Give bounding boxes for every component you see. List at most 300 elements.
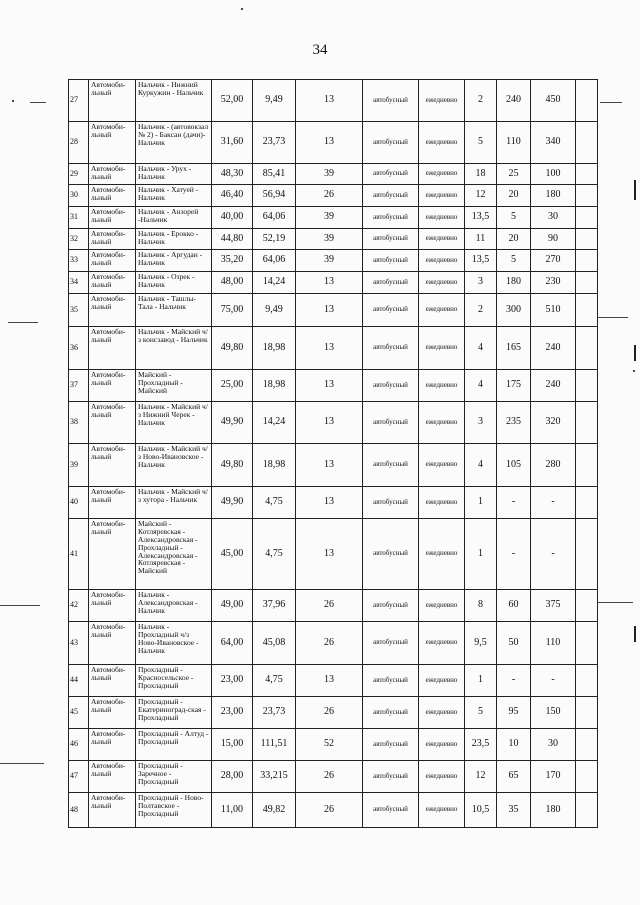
route-name-cell: Нальчик - Анзорей -Нальчик <box>136 207 212 229</box>
route-name-cell: Нальчик - Урух - Нальчик <box>136 164 212 185</box>
value-c-cell: 230 <box>531 272 576 294</box>
row-number-cell: 46 <box>69 729 89 761</box>
value-a-cell: 12 <box>465 185 497 207</box>
route-length-cell: 35,20 <box>212 250 253 272</box>
scan-mark <box>634 345 636 361</box>
value-b-cell: 35 <box>497 793 531 828</box>
scan-mark <box>12 100 14 102</box>
table-row <box>69 519 598 590</box>
row-number-cell: 32 <box>69 229 89 250</box>
empty-cell <box>576 185 598 207</box>
value-b-cell: 235 <box>497 402 531 444</box>
row-number-cell: 30 <box>69 185 89 207</box>
transport-type-cell: Автомоби-льный <box>89 402 136 444</box>
table-row <box>69 622 598 665</box>
trips-count-cell: 39 <box>296 207 363 229</box>
value-c-cell: 450 <box>531 80 576 122</box>
daily-distance-cell: 37,96 <box>253 590 296 622</box>
route-name-cell: Нальчик - Озрек - Нальчик <box>136 272 212 294</box>
empty-cell <box>576 590 598 622</box>
route-name-cell: Прохладный - Ново-Полтавское - Прохладный <box>136 793 212 828</box>
scan-line <box>0 605 40 606</box>
row-number-cell: 47 <box>69 761 89 793</box>
frequency-cell: ежедневно <box>419 590 465 622</box>
empty-cell <box>576 164 598 185</box>
transport-type-cell: Автомоби-льный <box>89 229 136 250</box>
value-c-cell: 180 <box>531 793 576 828</box>
daily-distance-cell: 49,82 <box>253 793 296 828</box>
bus-type-cell: автобусный <box>363 207 419 229</box>
route-name-cell: Нальчик - Ташлы-Тала - Нальчик <box>136 294 212 327</box>
transport-type-cell: Автомоби-льный <box>89 793 136 828</box>
transport-type-cell: Автомоби-льный <box>89 519 136 590</box>
value-c-cell: - <box>531 487 576 519</box>
trips-count-cell: 13 <box>296 487 363 519</box>
bus-type-cell: автобусный <box>363 370 419 402</box>
table-row <box>69 327 598 370</box>
value-a-cell: 12 <box>465 761 497 793</box>
scan-mark <box>241 8 243 10</box>
frequency-cell: ежедневно <box>419 622 465 665</box>
bus-type-cell: автобусный <box>363 122 419 164</box>
value-a-cell: 4 <box>465 444 497 487</box>
route-length-cell: 44,80 <box>212 229 253 250</box>
trips-count-cell: 52 <box>296 729 363 761</box>
table-row <box>69 370 598 402</box>
value-b-cell: 10 <box>497 729 531 761</box>
bus-type-cell: автобусный <box>363 793 419 828</box>
route-length-cell: 23,00 <box>212 665 253 697</box>
empty-cell <box>576 487 598 519</box>
route-name-cell: Нальчик - Майский ч/з Ново-Ивановское - Нальчик <box>136 444 212 487</box>
value-b-cell: 5 <box>497 250 531 272</box>
value-c-cell: 170 <box>531 761 576 793</box>
daily-distance-cell: 56,94 <box>253 185 296 207</box>
value-b-cell: 20 <box>497 229 531 250</box>
empty-cell <box>576 250 598 272</box>
table-row <box>69 590 598 622</box>
table-row <box>69 729 598 761</box>
value-c-cell: 270 <box>531 250 576 272</box>
frequency-cell: ежедневно <box>419 272 465 294</box>
table-row <box>69 164 598 185</box>
row-number-cell: 37 <box>69 370 89 402</box>
frequency-cell: ежедневно <box>419 729 465 761</box>
bus-type-cell: автобусный <box>363 665 419 697</box>
transport-type-cell: Автомоби-льный <box>89 444 136 487</box>
empty-cell <box>576 622 598 665</box>
row-number-cell: 44 <box>69 665 89 697</box>
transport-type-cell: Автомоби-льный <box>89 761 136 793</box>
scan-mark <box>633 370 635 372</box>
value-c-cell: - <box>531 519 576 590</box>
daily-distance-cell: 45,08 <box>253 622 296 665</box>
value-a-cell: 3 <box>465 272 497 294</box>
route-length-cell: 48,30 <box>212 164 253 185</box>
bus-type-cell: автобусный <box>363 444 419 487</box>
frequency-cell: ежедневно <box>419 207 465 229</box>
empty-cell <box>576 229 598 250</box>
trips-count-cell: 13 <box>296 370 363 402</box>
daily-distance-cell: 52,19 <box>253 229 296 250</box>
bus-type-cell: автобусный <box>363 487 419 519</box>
value-c-cell: 100 <box>531 164 576 185</box>
value-a-cell: 2 <box>465 80 497 122</box>
transport-type-cell: Автомоби-льный <box>89 370 136 402</box>
frequency-cell: ежедневно <box>419 164 465 185</box>
route-name-cell: Майский - Котляревская - Александровская - Прохладный - Александровская - Котляревская - Майский <box>136 519 212 590</box>
row-number-cell: 48 <box>69 793 89 828</box>
empty-cell <box>576 327 598 370</box>
transport-type-cell: Автомоби-льный <box>89 590 136 622</box>
bus-type-cell: автобусный <box>363 250 419 272</box>
value-c-cell: 340 <box>531 122 576 164</box>
row-number-cell: 29 <box>69 164 89 185</box>
route-name-cell: Нальчик - Аргудан - Нальчик <box>136 250 212 272</box>
row-number-cell: 38 <box>69 402 89 444</box>
empty-cell <box>576 793 598 828</box>
route-name-cell: Нальчик - Майский ч/з хутора - Нальчик <box>136 487 212 519</box>
empty-cell <box>576 207 598 229</box>
route-name-cell: Прохладный - Красносельское - Прохладный <box>136 665 212 697</box>
value-c-cell: 110 <box>531 622 576 665</box>
transport-type-cell: Автомоби-льный <box>89 80 136 122</box>
route-length-cell: 11,00 <box>212 793 253 828</box>
daily-distance-cell: 9,49 <box>253 80 296 122</box>
trips-count-cell: 26 <box>296 185 363 207</box>
row-number-cell: 40 <box>69 487 89 519</box>
daily-distance-cell: 23,73 <box>253 122 296 164</box>
value-b-cell: 60 <box>497 590 531 622</box>
value-a-cell: 2 <box>465 294 497 327</box>
value-c-cell: 280 <box>531 444 576 487</box>
frequency-cell: ежедневно <box>419 122 465 164</box>
value-a-cell: 10,5 <box>465 793 497 828</box>
transport-type-cell: Автомоби-льный <box>89 185 136 207</box>
table-row <box>69 250 598 272</box>
bus-type-cell: автобусный <box>363 185 419 207</box>
value-b-cell: 65 <box>497 761 531 793</box>
row-number-cell: 27 <box>69 80 89 122</box>
value-b-cell: 95 <box>497 697 531 729</box>
scan-line <box>600 102 622 103</box>
frequency-cell: ежедневно <box>419 185 465 207</box>
frequency-cell: ежедневно <box>419 665 465 697</box>
page-number: 34 <box>312 42 328 58</box>
trips-count-cell: 26 <box>296 761 363 793</box>
trips-count-cell: 13 <box>296 402 363 444</box>
route-length-cell: 15,00 <box>212 729 253 761</box>
route-length-cell: 40,00 <box>212 207 253 229</box>
route-length-cell: 31,60 <box>212 122 253 164</box>
route-name-cell: Нальчик - Нижний Куркужин - Нальчик <box>136 80 212 122</box>
trips-count-cell: 13 <box>296 327 363 370</box>
value-c-cell: 510 <box>531 294 576 327</box>
value-b-cell: 50 <box>497 622 531 665</box>
daily-distance-cell: 18,98 <box>253 370 296 402</box>
route-name-cell: Нальчик - Майский ч/з консзавод - Нальчик <box>136 327 212 370</box>
value-a-cell: 13,5 <box>465 250 497 272</box>
value-b-cell: 300 <box>497 294 531 327</box>
scan-line <box>30 102 46 103</box>
frequency-cell: ежедневно <box>419 327 465 370</box>
value-a-cell: 1 <box>465 487 497 519</box>
value-a-cell: 4 <box>465 370 497 402</box>
scan-mark <box>634 626 636 642</box>
scan-line <box>0 763 44 764</box>
route-length-cell: 49,90 <box>212 402 253 444</box>
frequency-cell: ежедневно <box>419 402 465 444</box>
row-number-cell: 35 <box>69 294 89 327</box>
bus-type-cell: автобусный <box>363 272 419 294</box>
bus-type-cell: автобусный <box>363 697 419 729</box>
value-a-cell: 9,5 <box>465 622 497 665</box>
daily-distance-cell: 9,49 <box>253 294 296 327</box>
row-number-cell: 39 <box>69 444 89 487</box>
frequency-cell: ежедневно <box>419 761 465 793</box>
transport-type-cell: Автомоби-льный <box>89 487 136 519</box>
transport-type-cell: Автомоби-льный <box>89 665 136 697</box>
bus-type-cell: автобусный <box>363 164 419 185</box>
bus-type-cell: автобусный <box>363 519 419 590</box>
transport-type-cell: Автомоби-льный <box>89 250 136 272</box>
table-row <box>69 272 598 294</box>
row-number-cell: 31 <box>69 207 89 229</box>
trips-count-cell: 26 <box>296 622 363 665</box>
trips-count-cell: 39 <box>296 229 363 250</box>
frequency-cell: ежедневно <box>419 370 465 402</box>
value-c-cell: 320 <box>531 402 576 444</box>
transport-type-cell: Автомоби-льный <box>89 122 136 164</box>
table-row <box>69 80 598 122</box>
route-name-cell: Нальчик - Прохладный ч/з Ново-Ивановское - Нальчик <box>136 622 212 665</box>
value-c-cell: 150 <box>531 697 576 729</box>
table-row <box>69 793 598 828</box>
table-row <box>69 294 598 327</box>
table-row <box>69 229 598 250</box>
trips-count-cell: 26 <box>296 697 363 729</box>
empty-cell <box>576 80 598 122</box>
scan-mark <box>634 180 636 200</box>
route-length-cell: 46,40 <box>212 185 253 207</box>
table-row <box>69 761 598 793</box>
route-length-cell: 64,00 <box>212 622 253 665</box>
daily-distance-cell: 18,98 <box>253 327 296 370</box>
value-b-cell: 110 <box>497 122 531 164</box>
value-b-cell: 105 <box>497 444 531 487</box>
route-name-cell: Нальчик - Майский ч/з Нижний Черек - Нальчик <box>136 402 212 444</box>
route-name-cell: Нальчик - (автовокзал № 2) - Баксан (дачи)-Нальчик <box>136 122 212 164</box>
route-length-cell: 25,00 <box>212 370 253 402</box>
value-b-cell: 240 <box>497 80 531 122</box>
empty-cell <box>576 272 598 294</box>
frequency-cell: ежедневно <box>419 519 465 590</box>
daily-distance-cell: 4,75 <box>253 487 296 519</box>
trips-count-cell: 26 <box>296 590 363 622</box>
value-c-cell: - <box>531 665 576 697</box>
transport-type-cell: Автомоби-льный <box>89 294 136 327</box>
value-b-cell: 25 <box>497 164 531 185</box>
daily-distance-cell: 33,215 <box>253 761 296 793</box>
trips-count-cell: 13 <box>296 272 363 294</box>
value-c-cell: 90 <box>531 229 576 250</box>
value-b-cell: 20 <box>497 185 531 207</box>
value-b-cell: - <box>497 487 531 519</box>
frequency-cell: ежедневно <box>419 80 465 122</box>
value-b-cell: 180 <box>497 272 531 294</box>
value-a-cell: 18 <box>465 164 497 185</box>
value-b-cell: - <box>497 665 531 697</box>
bus-type-cell: автобусный <box>363 729 419 761</box>
trips-count-cell: 13 <box>296 519 363 590</box>
empty-cell <box>576 444 598 487</box>
empty-cell <box>576 761 598 793</box>
empty-cell <box>576 402 598 444</box>
daily-distance-cell: 111,51 <box>253 729 296 761</box>
value-a-cell: 4 <box>465 327 497 370</box>
transport-type-cell: Автомоби-льный <box>89 729 136 761</box>
transport-type-cell: Автомоби-льный <box>89 164 136 185</box>
row-number-cell: 28 <box>69 122 89 164</box>
bus-type-cell: автобусный <box>363 590 419 622</box>
bus-routes-table <box>68 79 598 828</box>
daily-distance-cell: 18,98 <box>253 444 296 487</box>
transport-type-cell: Автомоби-льный <box>89 207 136 229</box>
route-name-cell: Прохладный - Заречное - Прохладный <box>136 761 212 793</box>
daily-distance-cell: 4,75 <box>253 665 296 697</box>
value-a-cell: 23,5 <box>465 729 497 761</box>
route-length-cell: 28,00 <box>212 761 253 793</box>
table-row <box>69 185 598 207</box>
table-row <box>69 665 598 697</box>
empty-cell <box>576 294 598 327</box>
bus-type-cell: автобусный <box>363 761 419 793</box>
route-length-cell: 52,00 <box>212 80 253 122</box>
value-b-cell: 175 <box>497 370 531 402</box>
route-name-cell: Нальчик - Александровская - Нальчик <box>136 590 212 622</box>
value-b-cell: - <box>497 519 531 590</box>
bus-type-cell: автобусный <box>363 294 419 327</box>
value-c-cell: 30 <box>531 207 576 229</box>
empty-cell <box>576 729 598 761</box>
table-row <box>69 444 598 487</box>
route-name-cell: Нальчик - Хатуей - Нальчик <box>136 185 212 207</box>
value-b-cell: 165 <box>497 327 531 370</box>
empty-cell <box>576 697 598 729</box>
route-name-cell: Майский - Прохладный - Майский <box>136 370 212 402</box>
row-number-cell: 34 <box>69 272 89 294</box>
daily-distance-cell: 85,41 <box>253 164 296 185</box>
trips-count-cell: 13 <box>296 80 363 122</box>
route-length-cell: 75,00 <box>212 294 253 327</box>
value-a-cell: 3 <box>465 402 497 444</box>
trips-count-cell: 39 <box>296 164 363 185</box>
value-c-cell: 180 <box>531 185 576 207</box>
trips-count-cell: 26 <box>296 793 363 828</box>
daily-distance-cell: 14,24 <box>253 402 296 444</box>
frequency-cell: ежедневно <box>419 229 465 250</box>
row-number-cell: 33 <box>69 250 89 272</box>
route-length-cell: 49,90 <box>212 487 253 519</box>
scan-line <box>8 322 38 323</box>
daily-distance-cell: 23,73 <box>253 697 296 729</box>
route-length-cell: 45,00 <box>212 519 253 590</box>
daily-distance-cell: 64,06 <box>253 207 296 229</box>
trips-count-cell: 13 <box>296 122 363 164</box>
row-number-cell: 36 <box>69 327 89 370</box>
trips-count-cell: 13 <box>296 294 363 327</box>
route-length-cell: 48,00 <box>212 272 253 294</box>
value-a-cell: 11 <box>465 229 497 250</box>
empty-cell <box>576 122 598 164</box>
trips-count-cell: 13 <box>296 665 363 697</box>
bus-type-cell: автобусный <box>363 402 419 444</box>
empty-cell <box>576 370 598 402</box>
value-c-cell: 240 <box>531 327 576 370</box>
route-length-cell: 49,00 <box>212 590 253 622</box>
scan-line <box>598 317 628 318</box>
bus-type-cell: автобусный <box>363 327 419 370</box>
frequency-cell: ежедневно <box>419 793 465 828</box>
route-name-cell: Нальчик - Ерокко - Нальчик <box>136 229 212 250</box>
row-number-cell: 43 <box>69 622 89 665</box>
route-length-cell: 23,00 <box>212 697 253 729</box>
daily-distance-cell: 64,06 <box>253 250 296 272</box>
trips-count-cell: 39 <box>296 250 363 272</box>
table-row <box>69 697 598 729</box>
frequency-cell: ежедневно <box>419 697 465 729</box>
route-length-cell: 49,80 <box>212 327 253 370</box>
value-c-cell: 30 <box>531 729 576 761</box>
daily-distance-cell: 4,75 <box>253 519 296 590</box>
route-name-cell: Прохладный - Екатериноград-ская - Прохладный <box>136 697 212 729</box>
bus-type-cell: автобусный <box>363 80 419 122</box>
route-length-cell: 49,80 <box>212 444 253 487</box>
row-number-cell: 42 <box>69 590 89 622</box>
route-name-cell: Прохладный - Алтуд - Прохладный <box>136 729 212 761</box>
transport-type-cell: Автомоби-льный <box>89 622 136 665</box>
transport-type-cell: Автомоби-льный <box>89 272 136 294</box>
row-number-cell: 41 <box>69 519 89 590</box>
table-row <box>69 402 598 444</box>
transport-type-cell: Автомоби-льный <box>89 327 136 370</box>
value-b-cell: 5 <box>497 207 531 229</box>
empty-cell <box>576 665 598 697</box>
frequency-cell: ежедневно <box>419 487 465 519</box>
value-c-cell: 375 <box>531 590 576 622</box>
trips-count-cell: 13 <box>296 444 363 487</box>
scan-line <box>597 602 633 603</box>
table-row <box>69 207 598 229</box>
table-row <box>69 122 598 164</box>
table-row <box>69 487 598 519</box>
frequency-cell: ежедневно <box>419 294 465 327</box>
bus-type-cell: автобусный <box>363 622 419 665</box>
value-c-cell: 240 <box>531 370 576 402</box>
value-a-cell: 13,5 <box>465 207 497 229</box>
value-a-cell: 1 <box>465 519 497 590</box>
empty-cell <box>576 519 598 590</box>
bus-type-cell: автобусный <box>363 229 419 250</box>
value-a-cell: 5 <box>465 122 497 164</box>
daily-distance-cell: 14,24 <box>253 272 296 294</box>
frequency-cell: ежедневно <box>419 444 465 487</box>
value-a-cell: 5 <box>465 697 497 729</box>
frequency-cell: ежедневно <box>419 250 465 272</box>
value-a-cell: 1 <box>465 665 497 697</box>
row-number-cell: 45 <box>69 697 89 729</box>
transport-type-cell: Автомоби-льный <box>89 697 136 729</box>
